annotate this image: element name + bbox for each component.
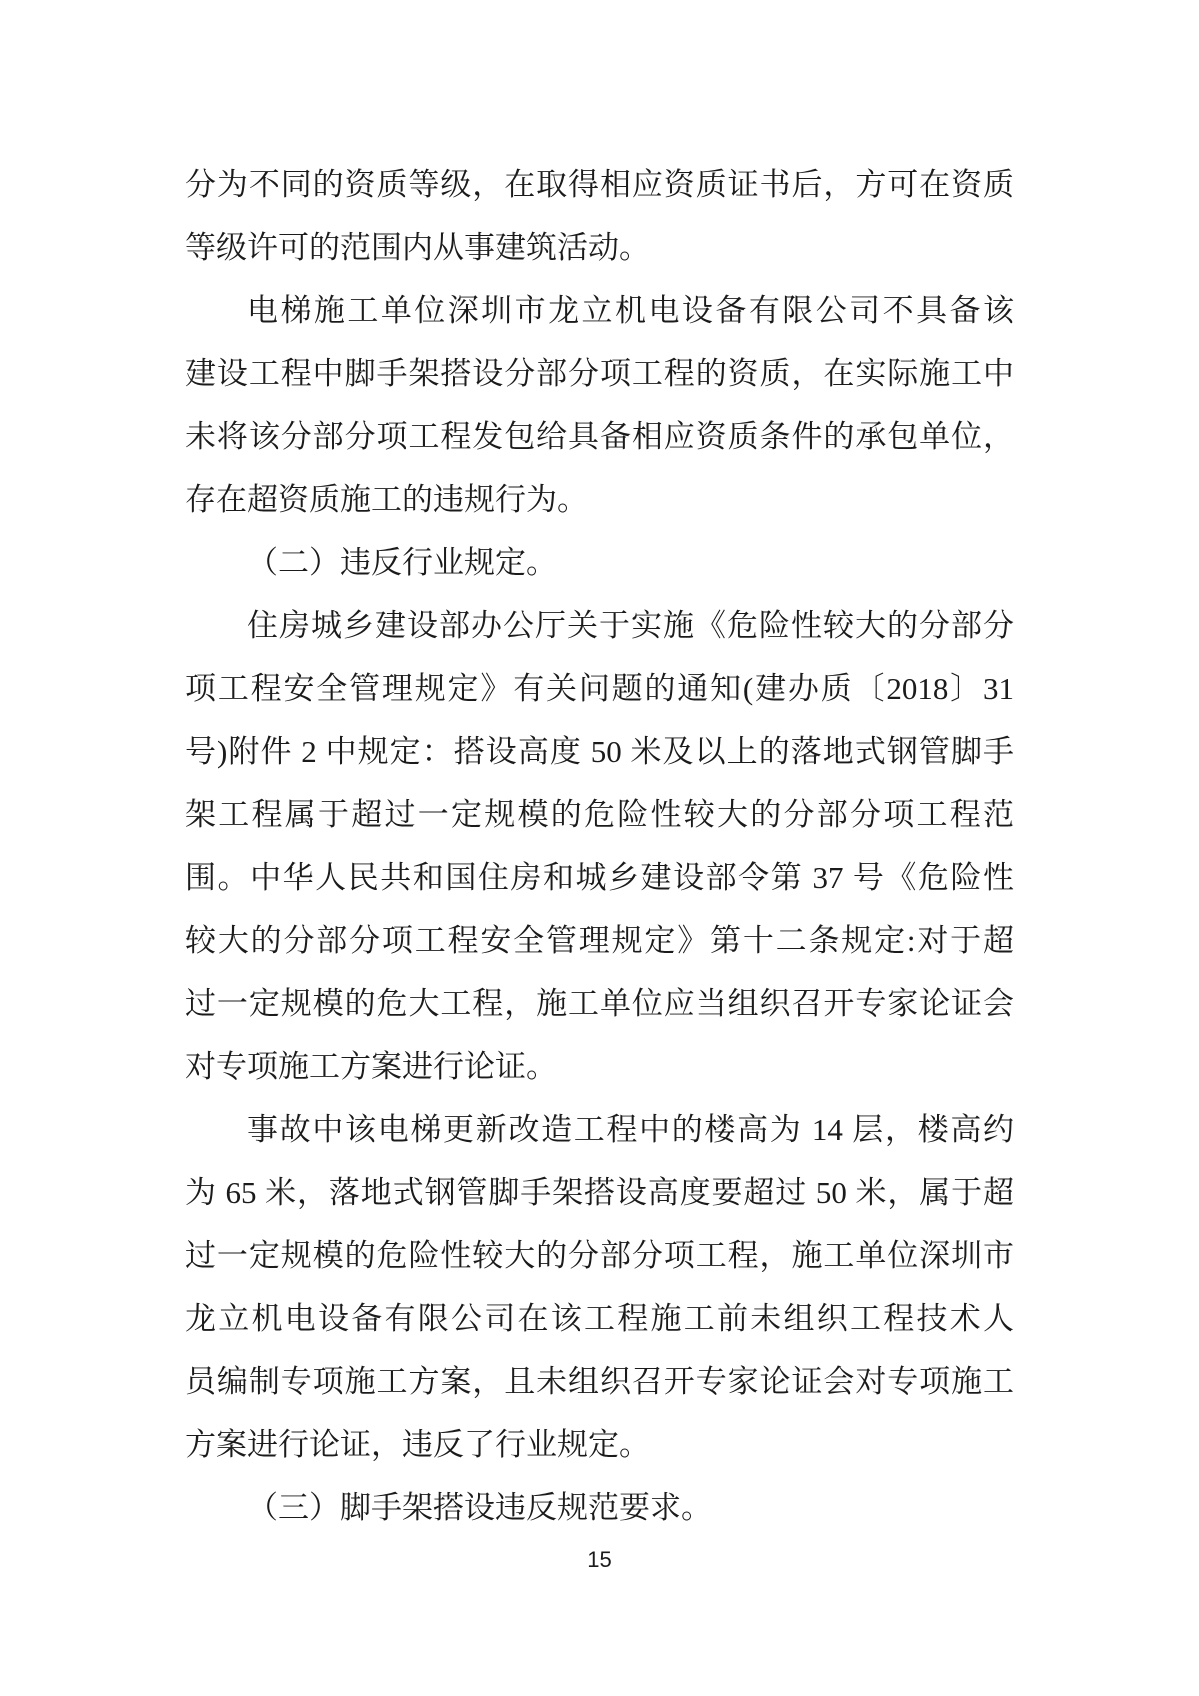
text-line: 等级许可的范围内从事建筑活动。 bbox=[185, 230, 650, 265]
text-line: 架工程属于超过一定规模的危险性较大的分部分项工程范 bbox=[185, 797, 1014, 832]
text-line: 围。中华人民共和国住房和城乡建设部令第 37 号《危险性 bbox=[185, 860, 1014, 895]
text-line: 员编制专项施工方案，且未组织召开专家论证会对专项施工 bbox=[185, 1364, 1014, 1399]
text-line: 较大的分部分项工程安全管理规定》第十二条规定:对于超 bbox=[185, 923, 1014, 958]
text-line: 分为不同的资质等级，在取得相应资质证书后，方可在资质 bbox=[185, 167, 1014, 202]
text-line: 事故中该电梯更新改造工程中的楼高为 14 层，楼高约 bbox=[247, 1112, 1014, 1147]
text-line: （二）违反行业规定。 bbox=[247, 545, 557, 580]
text-line: 项工程安全管理规定》有关问题的通知(建办质〔2018〕31 bbox=[185, 671, 1014, 706]
text-line: 住房城乡建设部办公厅关于实施《危险性较大的分部分 bbox=[247, 608, 1014, 643]
text-line: 电梯施工单位深圳市龙立机电设备有限公司不具备该 bbox=[247, 293, 1014, 328]
text-line: 方案进行论证，违反了行业规定。 bbox=[185, 1427, 650, 1462]
text-line: （三）脚手架搭设违反规范要求。 bbox=[247, 1490, 712, 1525]
text-line: 过一定规模的危大工程，施工单位应当组织召开专家论证会 bbox=[185, 986, 1014, 1021]
page-number: 15 bbox=[587, 1547, 612, 1572]
document-body bbox=[185, 153, 1014, 1539]
text-line: 号)附件 2 中规定：搭设高度 50 米及以上的落地式钢管脚手 bbox=[185, 734, 1014, 769]
text-line: 过一定规模的危险性较大的分部分项工程，施工单位深圳市 bbox=[185, 1238, 1014, 1273]
text-line: 建设工程中脚手架搭设分部分项工程的资质，在实际施工中 bbox=[185, 356, 1014, 391]
text-line: 对专项施工方案进行论证。 bbox=[185, 1049, 557, 1084]
text-line: 未将该分部分项工程发包给具备相应资质条件的承包单位， bbox=[185, 419, 1014, 454]
text-line: 为 65 米，落地式钢管脚手架搭设高度要超过 50 米，属于超 bbox=[185, 1175, 1014, 1210]
text-line: 存在超资质施工的违规行为。 bbox=[185, 482, 588, 517]
text-line: 龙立机电设备有限公司在该工程施工前未组织工程技术人 bbox=[185, 1301, 1014, 1336]
